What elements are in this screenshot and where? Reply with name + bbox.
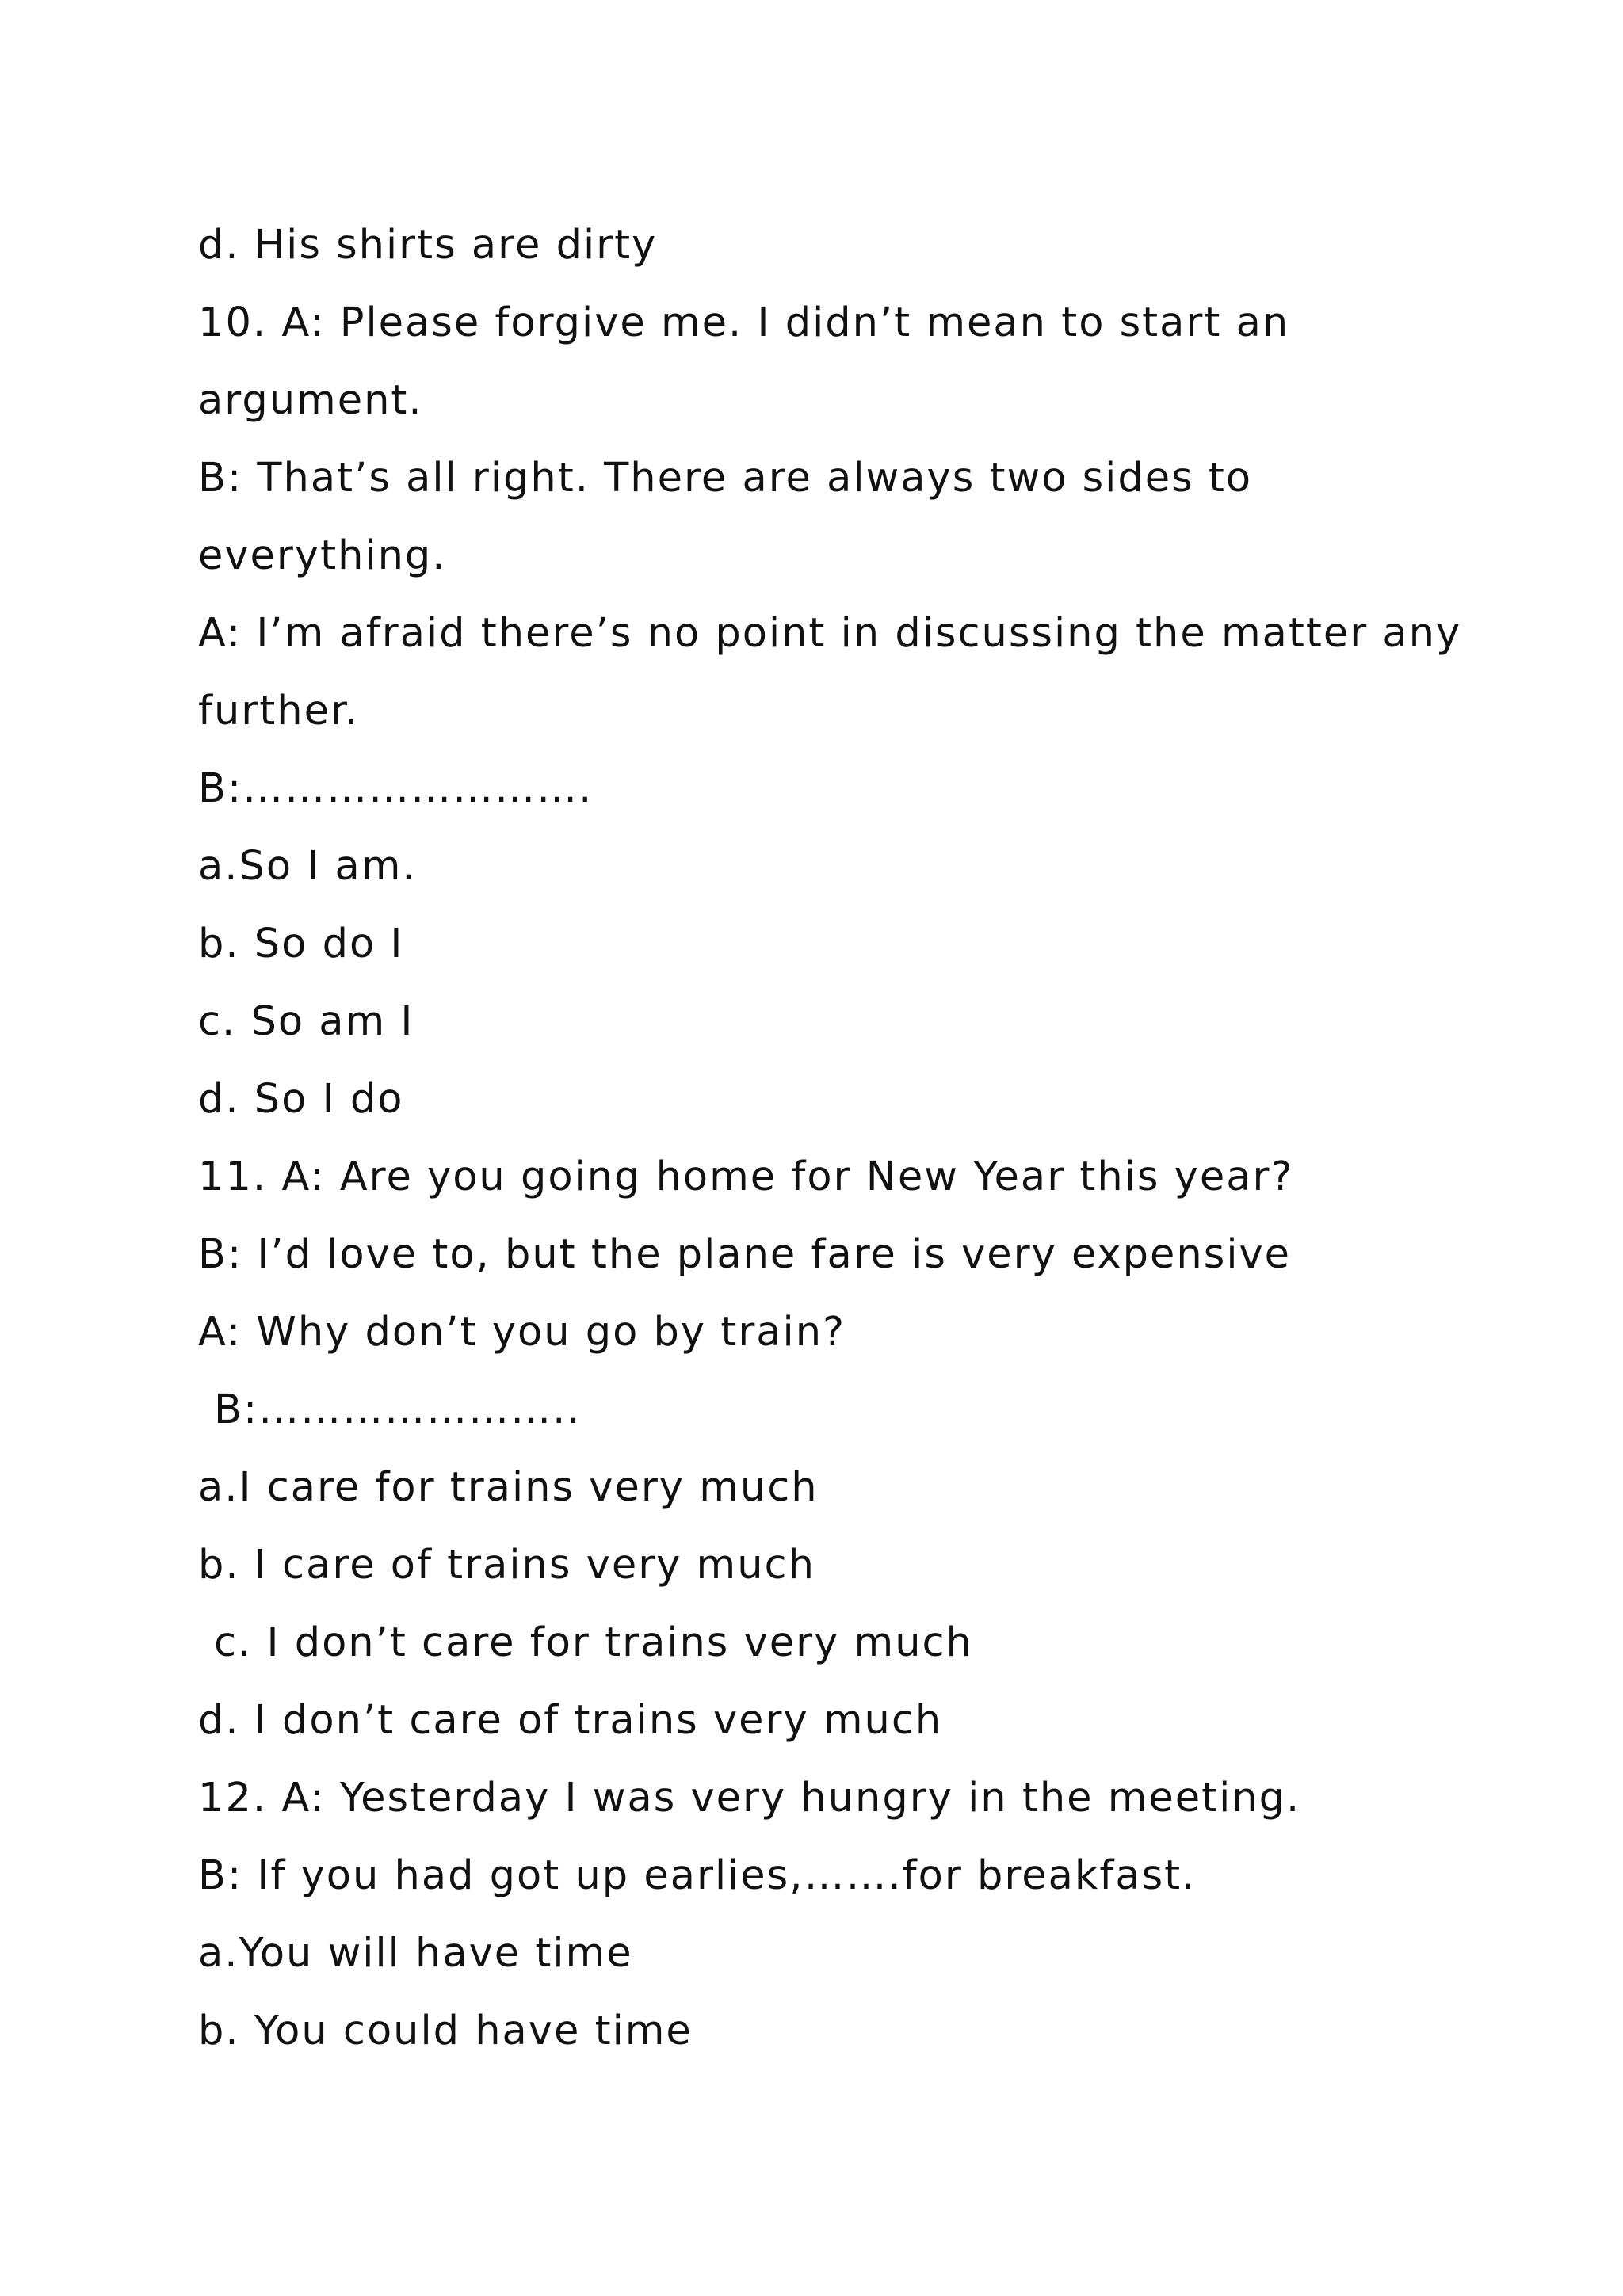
- question-11-line-1: 11. A: Are you going home for New Year this year?: [198, 1154, 1294, 1200]
- option-10d: d. So I do: [198, 1076, 404, 1123]
- question-10-line-1: 10. A: Please forgive me. I didn’t mean to start an: [198, 299, 1290, 346]
- option-9d: d. His shirts are dirty: [198, 222, 658, 269]
- option-11a: a.I care for trains very much: [198, 1464, 819, 1511]
- question-10-blank: B:…………………….: [198, 765, 594, 812]
- question-10-line-3: B: That’s all right. There are always two sides to: [198, 455, 1253, 502]
- question-11-line-2: B: I’d love to, but the plane fare is very expensive: [198, 1231, 1292, 1278]
- question-11-blank: B:…………………..: [214, 1386, 582, 1433]
- option-11c: c. I don’t care for trains very much: [214, 1619, 973, 1666]
- option-10a: a.So I am.: [198, 843, 417, 890]
- option-11d: d. I don’t care of trains very much: [198, 1697, 943, 1744]
- option-11b: b. I care of trains very much: [198, 1542, 815, 1589]
- option-12a: a.You will have time: [198, 1930, 633, 1977]
- option-10c: c. So am I: [198, 998, 414, 1045]
- question-10-line-2: argument.: [198, 377, 423, 424]
- question-12-line-2: B: If you had got up earlies,…….for breakfast.: [198, 1852, 1197, 1899]
- question-10-line-6: further.: [198, 688, 360, 734]
- option-10b: b. So do I: [198, 921, 404, 967]
- question-10-line-4: everything.: [198, 532, 447, 579]
- question-12-line-1: 12. A: Yesterday I was very hungry in the meeting.: [198, 1775, 1301, 1821]
- question-11-line-3: A: Why don’t you go by train?: [198, 1309, 846, 1356]
- option-12b: b. You could have time: [198, 2008, 693, 2054]
- question-10-line-5: A: I’m afraid there’s no point in discussing the matter any: [198, 610, 1462, 657]
